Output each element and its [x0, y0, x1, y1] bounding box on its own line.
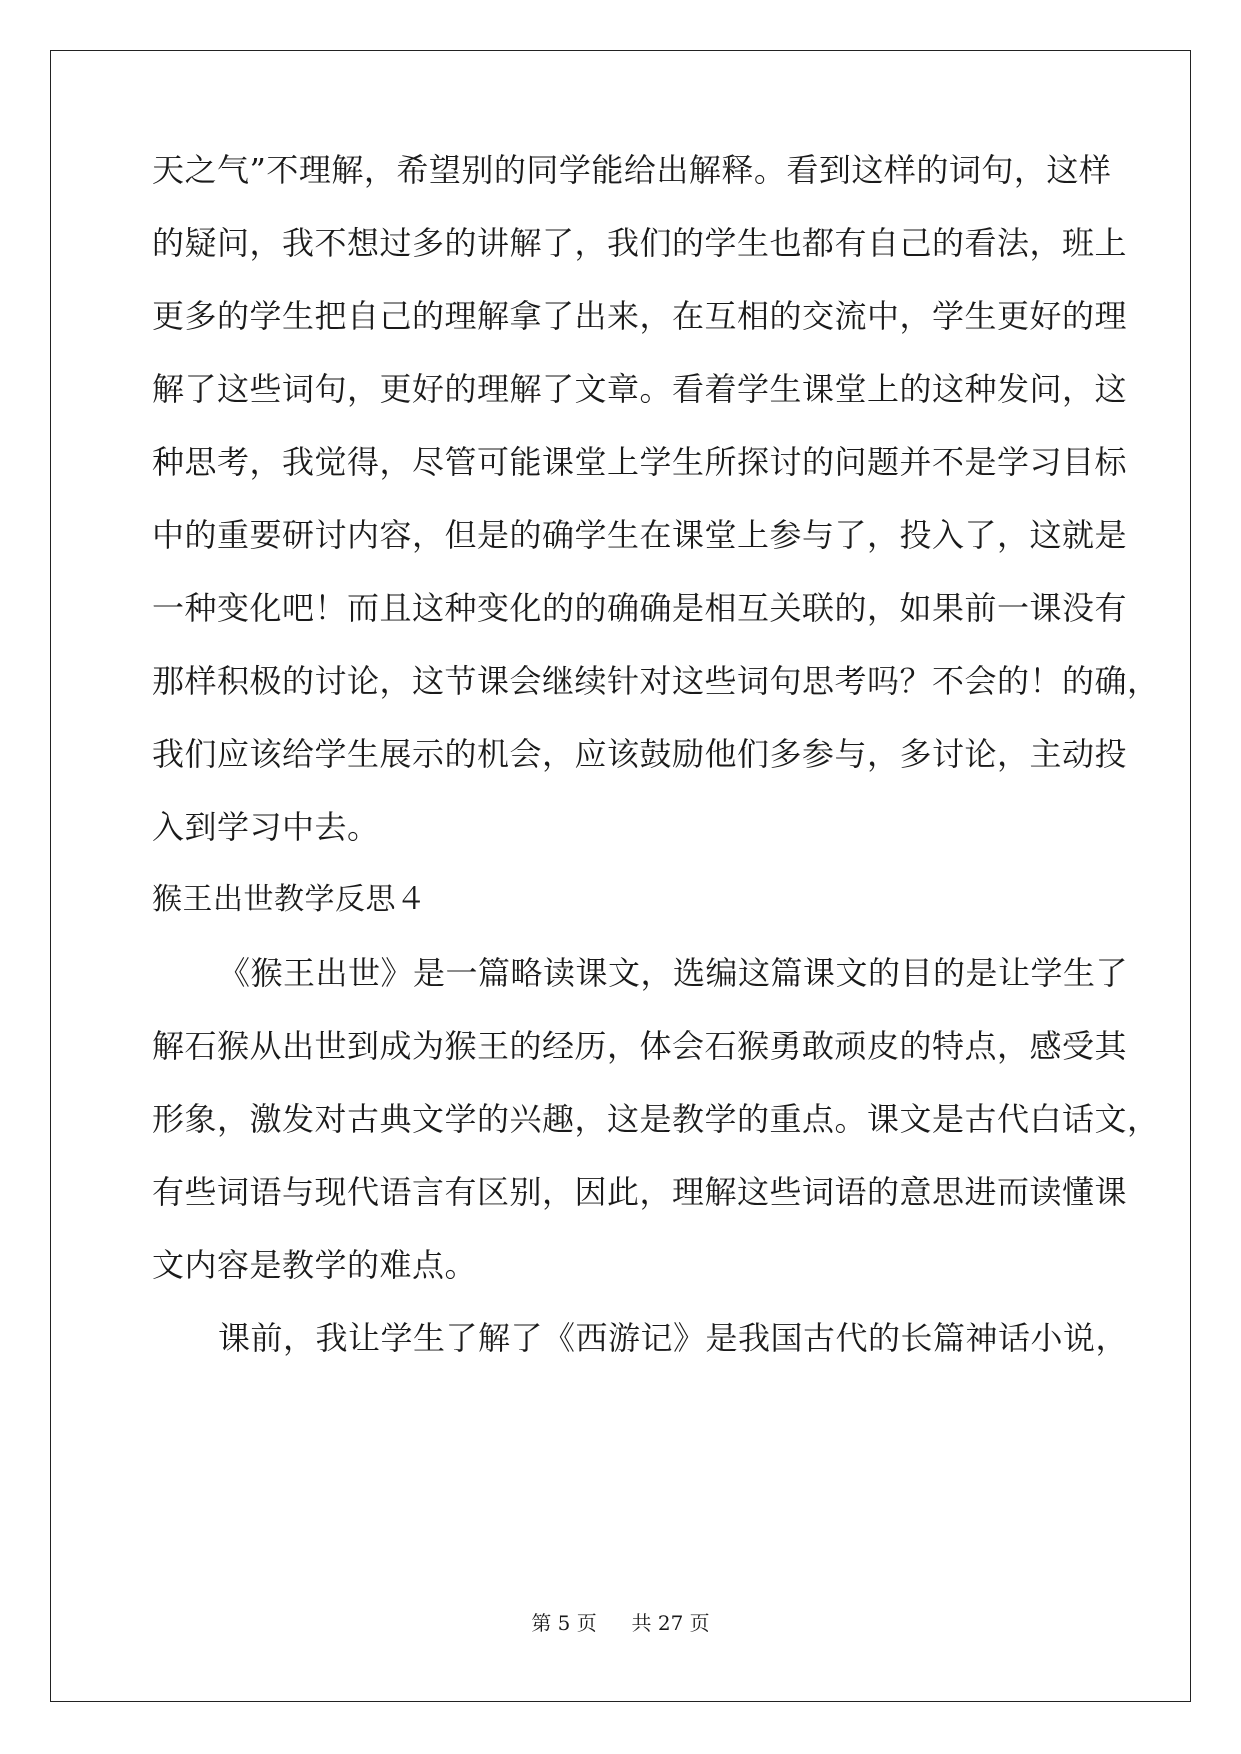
- paragraph-first-line: 课前，我让学生了解了《西游记》是我国古代的长篇神话小说，: [218, 1319, 1129, 1357]
- text-line: 解石猴从出世到成为猴王的经历，体会石猴勇敢顽皮的特点，感受其: [152, 1027, 1128, 1065]
- text-line: 的疑问，我不想过多的讲解了，我们的学生也都有自己的看法，班上: [152, 224, 1128, 262]
- page-total: 共 27 页: [631, 1611, 710, 1635]
- text-line: 更多的学生把自己的理解拿了出来，在互相的交流中，学生更好的理: [152, 297, 1128, 335]
- page-number: 第 5 页: [531, 1611, 597, 1635]
- text-line: 那样积极的讨论，这节课会继续针对这些词句思考吗？不会的！的确，: [152, 662, 1160, 700]
- text-line: 种思考，我觉得，尽管可能课堂上学生所探讨的问题并不是学习目标: [152, 443, 1128, 481]
- text-line: 有些词语与现代语言有区别，因此，理解这些词语的意思进而读懂课: [152, 1173, 1128, 1211]
- text-line: 文内容是教学的难点。: [152, 1246, 478, 1284]
- text-line: 解了这些词句，更好的理解了文章。看着学生课堂上的这种发问，这: [152, 370, 1128, 408]
- text-line: 中的重要研讨内容，但是的确学生在课堂上参与了，投入了，这就是: [152, 516, 1128, 554]
- page-footer: [0, 1610, 1241, 1636]
- paragraph-first-line: 《猴王出世》是一篇略读课文，选编这篇课文的目的是让学生了: [218, 954, 1129, 992]
- section-heading: 猴王出世教学反思４: [152, 882, 427, 917]
- text-line: 天之气”不理解，希望别的同学能给出解释。看到这样的词句，这样: [152, 151, 1112, 189]
- text-line: 一种变化吧！而且这种变化的的确确是相互关联的，如果前一课没有: [152, 589, 1128, 627]
- text-line: 入到学习中去。: [152, 808, 380, 846]
- text-line: 我们应该给学生展示的机会，应该鼓励他们多参与，多讨论，主动投: [152, 735, 1128, 773]
- text-line: 形象，激发对古典文学的兴趣，这是教学的重点。课文是古代白话文，: [152, 1100, 1160, 1138]
